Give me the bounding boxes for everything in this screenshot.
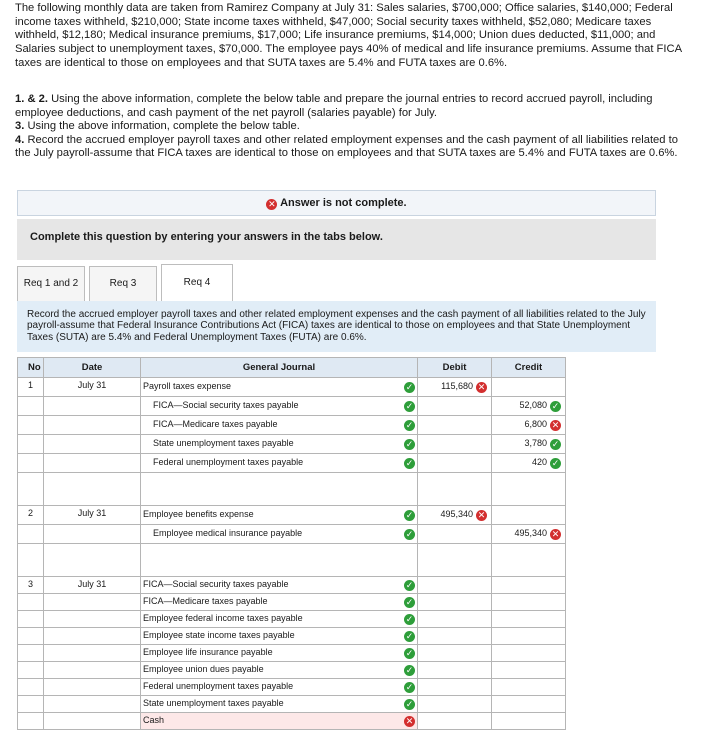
account-cell[interactable]	[141, 378, 418, 397]
debit-cell[interactable]	[418, 679, 492, 696]
debit-cell[interactable]	[418, 416, 492, 435]
entry-date[interactable]	[44, 679, 141, 696]
correct-icon: ✓	[405, 665, 414, 675]
entry-date[interactable]: July 31	[44, 506, 141, 525]
entry-date[interactable]	[44, 416, 141, 435]
correct-icon: ✓	[405, 648, 414, 658]
debit-cell[interactable]	[418, 594, 492, 611]
header-general-journal: General Journal	[141, 358, 418, 378]
entry-number	[18, 416, 44, 435]
credit-cell[interactable]	[492, 645, 566, 662]
account-name: Payroll taxes expense	[143, 381, 232, 391]
account-name: Employee life insurance payable	[143, 647, 273, 657]
correct-icon: ✓	[405, 580, 414, 590]
correct-icon: ✓	[405, 458, 414, 468]
account-name: Employee union dues payable	[143, 664, 264, 674]
credit-cell[interactable]	[492, 713, 566, 730]
debit-cell[interactable]	[418, 454, 492, 473]
debit-cell[interactable]	[418, 435, 492, 454]
correct-icon: ✓	[405, 529, 414, 539]
account-cell[interactable]	[141, 628, 418, 645]
debit-cell[interactable]	[418, 696, 492, 713]
table-row	[18, 506, 566, 525]
entry-date[interactable]	[44, 397, 141, 416]
entry-number	[18, 435, 44, 454]
debit-cell[interactable]	[418, 662, 492, 679]
entry-date[interactable]: July 31	[44, 577, 141, 594]
account-name: FICA—Social security taxes payable	[153, 400, 299, 410]
entry-number	[18, 454, 44, 473]
credit-cell[interactable]	[492, 544, 566, 577]
credit-cell[interactable]	[492, 416, 566, 435]
credit-amount: 420	[531, 457, 547, 467]
account-cell[interactable]	[141, 611, 418, 628]
table-row	[18, 662, 566, 679]
entry-number	[18, 645, 44, 662]
account-cell[interactable]	[141, 662, 418, 679]
credit-cell[interactable]	[492, 454, 566, 473]
credit-cell[interactable]	[492, 611, 566, 628]
account-name: Employee state income taxes payable	[143, 630, 295, 640]
table-row	[18, 435, 566, 454]
debit-cell[interactable]	[418, 378, 492, 397]
entry-number	[18, 594, 44, 611]
account-cell[interactable]	[141, 454, 418, 473]
table-row	[18, 713, 566, 730]
req-4-description: Record the accrued employer payroll taxes and other related employment expenses and the cash payment of all liabilities related to the July payroll-assume that Federal Insurance Contributions Act (FICA) taxes are identical to those on employees and that State Unemployment Taxes (SUTA) are 5.4% and Federal Unemployment Taxes (FUTA) are 0.6%.	[17, 301, 656, 352]
debit-cell[interactable]	[418, 577, 492, 594]
tab-req-3[interactable]: Req 3	[89, 266, 157, 301]
entry-date[interactable]	[44, 525, 141, 544]
header-no: No	[18, 358, 44, 378]
entry-date[interactable]	[44, 662, 141, 679]
entry-date[interactable]	[44, 473, 141, 506]
account-cell[interactable]	[141, 416, 418, 435]
requirement-4: 4. Record the accrued employer payroll taxes and other related employment expenses and the cash payment of all liabilities related to the July payroll-assume that FICA taxes are identical to those on employees and that SUTA taxes are 5.4% and FUTA taxes are 0.6%.	[15, 133, 678, 160]
account-name: Employee federal income taxes payable	[143, 613, 303, 623]
table-row	[18, 454, 566, 473]
correct-icon: ✓	[405, 510, 414, 520]
table-row	[18, 397, 566, 416]
instruction-panel: Complete this question by entering your answers in the tabs below.	[17, 219, 656, 260]
entry-date[interactable]	[44, 713, 141, 730]
entry-number: 2	[18, 506, 44, 525]
entry-date[interactable]	[44, 544, 141, 577]
debit-cell[interactable]	[418, 525, 492, 544]
table-row	[18, 696, 566, 713]
table-row	[18, 679, 566, 696]
entry-number	[18, 473, 44, 506]
entry-number: 1	[18, 378, 44, 397]
table-row	[18, 525, 566, 544]
credit-cell[interactable]	[492, 506, 566, 525]
entry-date[interactable]	[44, 645, 141, 662]
table-row	[18, 611, 566, 628]
correct-icon: ✓	[405, 420, 414, 430]
tab-req-1-and-2[interactable]: Req 1 and 2	[17, 266, 85, 301]
tab-req-4[interactable]: Req 4	[161, 264, 233, 301]
account-cell[interactable]	[141, 594, 418, 611]
credit-amount: 3,780	[524, 438, 547, 448]
requirement-3: 3. Using the above information, complete the below table.	[15, 120, 300, 133]
correct-icon: ✓	[405, 439, 414, 449]
correct-icon: ✓	[405, 382, 414, 392]
debit-cell[interactable]	[418, 506, 492, 525]
debit-amount: 115,680	[441, 381, 473, 391]
credit-cell[interactable]	[492, 473, 566, 506]
entry-date[interactable]	[44, 611, 141, 628]
table-row	[18, 645, 566, 662]
credit-amount: 495,340	[514, 528, 547, 538]
credit-cell[interactable]	[492, 696, 566, 713]
incorrect-icon: ✕	[551, 420, 560, 430]
account-cell[interactable]	[141, 525, 418, 544]
table-row	[18, 628, 566, 645]
account-name: State unemployment taxes payable	[143, 698, 284, 708]
account-cell[interactable]	[141, 473, 418, 506]
account-name: Federal unemployment taxes payable	[143, 681, 294, 691]
requirements	[15, 93, 695, 161]
header-debit: Debit	[418, 358, 492, 378]
journal-header-row	[18, 358, 566, 378]
account-cell[interactable]	[141, 713, 418, 730]
correct-icon: ✓	[405, 401, 414, 411]
entry-number	[18, 611, 44, 628]
entry-date[interactable]: July 31	[44, 378, 141, 397]
header-credit: Credit	[492, 358, 566, 378]
entry-date[interactable]	[44, 435, 141, 454]
account-name: Cash	[143, 715, 165, 725]
table-row	[18, 473, 566, 506]
answer-status-banner	[17, 190, 656, 216]
incorrect-icon: ✕	[477, 382, 486, 392]
credit-cell[interactable]	[492, 628, 566, 645]
general-journal-table	[17, 357, 566, 730]
table-row	[18, 594, 566, 611]
correct-icon: ✓	[405, 597, 414, 607]
account-name: FICA—Medicare taxes payable	[153, 419, 278, 429]
entry-number	[18, 662, 44, 679]
account-cell[interactable]	[141, 397, 418, 416]
requirement-1-2: 1. & 2. Using the above information, complete the below table and prepare the journal entries to record accrued payroll, including employee deductions, and cash payment of the net payroll (salaries payable) for July.	[15, 93, 653, 119]
debit-cell[interactable]	[418, 628, 492, 645]
table-row	[18, 544, 566, 577]
correct-icon: ✓	[405, 631, 414, 641]
account-name: Federal unemployment taxes payable	[153, 457, 304, 467]
account-name: Employee medical insurance payable	[153, 528, 303, 538]
account-cell[interactable]	[141, 645, 418, 662]
account-cell[interactable]	[141, 679, 418, 696]
account-cell[interactable]	[141, 696, 418, 713]
credit-cell[interactable]	[492, 397, 566, 416]
correct-icon: ✓	[405, 699, 414, 709]
incorrect-icon: ✕	[405, 716, 414, 726]
debit-cell[interactable]	[418, 645, 492, 662]
debit-amount: 495,340	[440, 509, 473, 519]
credit-cell[interactable]	[492, 435, 566, 454]
entry-number	[18, 544, 44, 577]
entry-number	[18, 713, 44, 730]
debit-cell[interactable]	[418, 611, 492, 628]
entry-date[interactable]	[44, 454, 141, 473]
error-icon: ✕	[268, 199, 276, 209]
entry-number	[18, 397, 44, 416]
credit-amount: 52,080	[519, 400, 547, 410]
account-name: FICA—Medicare taxes payable	[143, 596, 268, 606]
account-cell[interactable]	[141, 577, 418, 594]
account-name: State unemployment taxes payable	[153, 438, 294, 448]
correct-icon: ✓	[405, 614, 414, 624]
credit-cell[interactable]	[492, 525, 566, 544]
debit-cell[interactable]	[418, 397, 492, 416]
credit-cell[interactable]	[492, 577, 566, 594]
debit-cell[interactable]	[418, 544, 492, 577]
credit-cell[interactable]	[492, 662, 566, 679]
debit-cell[interactable]	[418, 713, 492, 730]
entry-number	[18, 525, 44, 544]
table-row	[18, 416, 566, 435]
correct-icon: ✓	[551, 439, 560, 449]
debit-cell[interactable]	[418, 473, 492, 506]
correct-icon: ✓	[405, 682, 414, 692]
problem-intro: The following monthly data are taken from Ramirez Company at July 31: Sales salaries, $700,000; Office salaries, $140,000; Federal income taxes withheld, $210,000; State income taxes withheld, $47,000; Social security taxes withheld, $52,080; Medicare taxes withheld, $12,180; Medical insurance premiums, $17,000; Life insurance premiums, $14,000; Union dues deducted, $11,000; and Salaries subject to unemployment taxes, $70,000. The employee pays 40% of medical and life insurance premiums. Assume that FICA taxes are identical to those on employees and that SUTA taxes are 5.4% and FUTA taxes are 0.6%.	[15, 2, 682, 69]
table-row	[18, 577, 566, 594]
header-date: Date	[44, 358, 141, 378]
entry-number	[18, 679, 44, 696]
entry-number	[18, 696, 44, 713]
entry-date[interactable]	[44, 696, 141, 713]
incorrect-icon: ✕	[477, 510, 486, 520]
table-row	[18, 378, 566, 397]
account-cell[interactable]	[141, 506, 418, 525]
credit-amount: 6,800	[524, 419, 547, 429]
credit-cell[interactable]	[492, 594, 566, 611]
credit-cell[interactable]	[492, 378, 566, 397]
incorrect-icon: ✕	[551, 529, 560, 539]
entry-number: 3	[18, 577, 44, 594]
correct-icon: ✓	[551, 458, 560, 468]
account-cell[interactable]	[141, 544, 418, 577]
entry-number	[18, 628, 44, 645]
entry-date[interactable]	[44, 594, 141, 611]
answer-status-text: Answer is not complete.	[280, 197, 407, 209]
credit-cell[interactable]	[492, 679, 566, 696]
account-name: FICA—Social security taxes payable	[143, 579, 289, 589]
correct-icon: ✓	[551, 401, 560, 411]
account-name: Employee benefits expense	[143, 509, 254, 519]
account-cell[interactable]	[141, 435, 418, 454]
entry-date[interactable]	[44, 628, 141, 645]
